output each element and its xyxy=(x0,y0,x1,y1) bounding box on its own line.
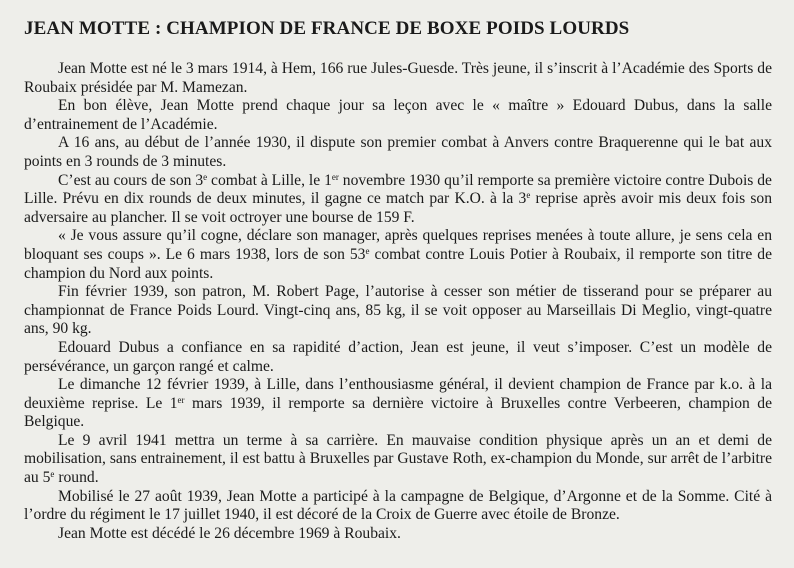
paragraph-text: combat contre Louis Potier à Roubaix, il remporte son titre de champion du Nord aux points. xyxy=(24,245,772,282)
paragraph-text: novembre 1930 qu’il remporte sa première victoire contre Dubois de Lille. Prévu en dix rounds de deux minutes, il gagne ce match par K.O. à la 3 xyxy=(24,171,772,208)
superscript-text: er xyxy=(331,171,339,182)
paragraph-text: reprise après avoir mis deux fois son adversaire au plancher. Il se voit octroyer une bourse de 159 F. xyxy=(24,190,772,226)
paragraph-text: En bon élève, Jean Motte prend chaque jour sa leçon avec le « maître » Edouard Dubus, dans la salle d’entrainement de l’Académie. xyxy=(24,97,772,133)
superscript-text: e xyxy=(50,469,55,480)
superscript-text: e xyxy=(526,190,531,201)
article-body xyxy=(24,60,772,543)
body-paragraph xyxy=(24,227,772,283)
superscript-text: e xyxy=(203,171,208,182)
paragraph-text: « Je vous assure qu’il cogne, déclare son manager, après quelques reprises menées à toute allure, je sens cela en bloquant ses coups ». Le 6 mars 1938, lors de son 53 xyxy=(24,227,772,263)
body-paragraph xyxy=(24,376,772,432)
body-paragraph xyxy=(24,283,772,339)
body-paragraph xyxy=(24,339,772,376)
paragraph-text: C’est au cours de son 3 xyxy=(58,171,204,189)
paragraph-text: Le 9 avril 1941 mettra un terme à sa carrière. En mauvaise condition physique après un an et demi de mobilisation, sans entrainement, il est battu à Bruxelles par Gustave Roth, ex-champion du Monde, sur arrêt de l’arbitre au 5 xyxy=(24,431,772,487)
document-title: JEAN MOTTE : CHAMPION DE FRANCE DE BOXE POIDS LOURDS xyxy=(24,18,630,39)
body-paragraph xyxy=(24,172,772,228)
body-paragraph xyxy=(24,60,772,97)
superscript-text: e xyxy=(365,245,370,256)
paragraph-text: combat à Lille, le 1 xyxy=(207,171,332,189)
paragraph-text: Edouard Dubus a confiance en sa rapidité d’action, Jean est jeune, il veut s’imposer. C’est un modèle de persévérance, un garçon rangé et calme. xyxy=(24,338,772,375)
paragraph-text: round. xyxy=(54,469,99,487)
superscript-text: er xyxy=(177,394,185,405)
body-paragraph xyxy=(24,488,772,525)
body-paragraph xyxy=(24,432,772,488)
body-paragraph xyxy=(24,525,772,544)
paragraph-text: mars 1939, il remporte sa dernière victoire à Bruxelles contre Verbeeren, champion de Belgique. xyxy=(24,394,772,431)
body-paragraph xyxy=(24,134,772,171)
paragraph-text: Jean Motte est né le 3 mars 1914, à Hem, 166 rue Jules-Guesde. Très jeune, il s’inscrit à l’Académie des Sports de Roubaix présidée par M. Mamezan. xyxy=(24,60,772,96)
paragraph-text: Jean Motte est décédé le 26 décembre 1969 à Roubaix. xyxy=(58,524,401,542)
paragraph-text: Mobilisé le 27 août 1939, Jean Motte a participé à la campagne de Belgique, d’Argonne et de la Somme. Cité à l’ordre du régiment le 17 juillet 1940, il est décoré de la Croix de Guerre avec étoile de Bronze. xyxy=(24,487,772,524)
paragraph-text: Fin février 1939, son patron, M. Robert Page, l’autorise à cesser son métier de tisserand pour se préparer au championnat de France Poids Lourd. Vingt-cinq ans, 85 kg, il se voit opposer au Marseillais Di Meglio, vingt-quatre ans, 90 kg. xyxy=(24,283,772,338)
paragraph-text: Le dimanche 12 février 1939, à Lille, dans l’enthousiasme général, il devient champion de France par k.o. à la deuxième reprise. Le 1 xyxy=(24,376,772,412)
body-paragraph xyxy=(24,97,772,134)
paragraph-text: A 16 ans, au début de l’année 1930, il dispute son premier combat à Anvers contre Braquerenne qui le bat aux points en 3 rounds de 3 minutes. xyxy=(24,134,772,170)
